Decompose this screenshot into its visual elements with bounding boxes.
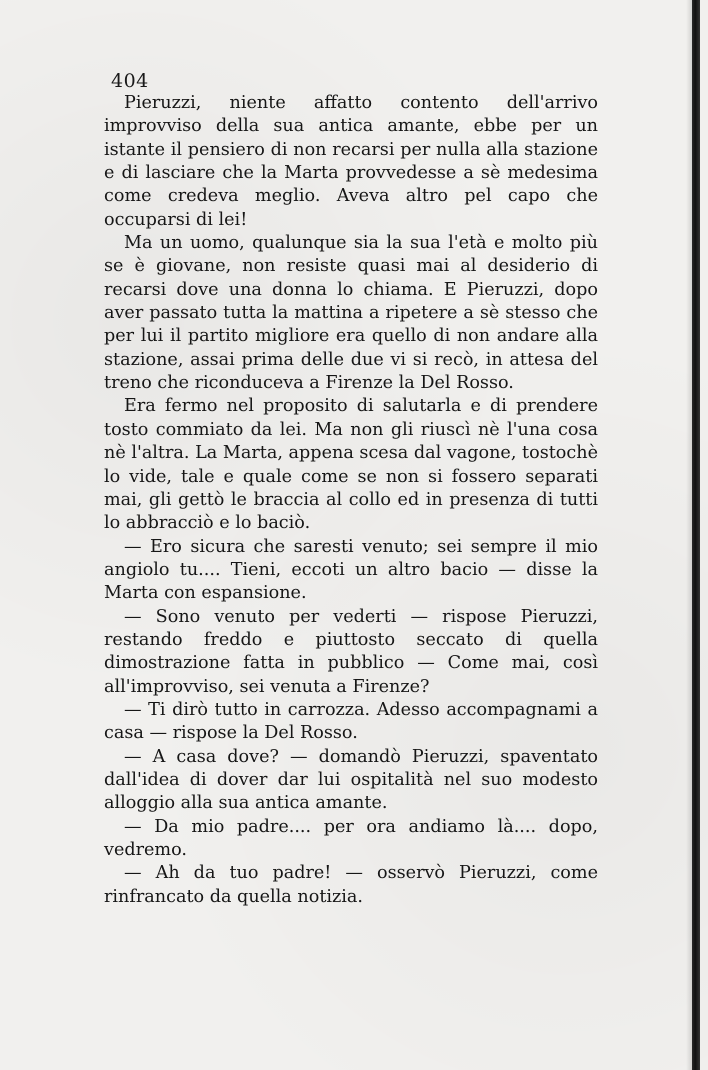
paragraph-6: — Ti dirò tutto in carrozza. Adesso accompagnami a casa — rispose la Del Rosso. — [104, 699, 598, 744]
page-number: 404 — [111, 70, 149, 92]
paragraph-5: — Sono venuto per vederti — rispose Pieruzzi, restando freddo e piuttosto seccato di quella dimostrazione fatta in pubblico — Come mai, così all'improvviso, sei venuta a Firenze? — [104, 606, 598, 697]
paragraph-8: — Da mio padre.... per ora andiamo là.... dopo, vedremo. — [104, 816, 598, 860]
paragraph-4: — Ero sicura che saresti venuto; sei sempre il mio angiolo tu.... Tieni, eccoti un altro bacio — disse la Marta con espansione. — [104, 536, 598, 604]
paragraph-7: — A casa dove? — domandò Pieruzzi, spaventato dall'idea di dover dar lui ospitalità nel suo modesto alloggio alla sua antica amante. — [104, 746, 598, 814]
page-body-text — [104, 92, 598, 909]
paragraph-2: Ma un uomo, qualunque sia la sua l'età e molto più se è giovane, non resiste quasi mai al desiderio di recarsi dove una donna lo chiama. E Pieruzzi, dopo aver passato tutta la mattina a ripetere a sè stesso che per lui il partito migliore era quello di non andare alla stazione, assai prima delle due vi si recò, in attesa del treno che riconduceva a Firenze la Del Rosso. — [104, 233, 598, 394]
paragraph-3: Era fermo nel proposito di salutarla e di prendere tosto commiato da lei. Ma non gli riuscì nè l'una cosa nè l'altra. La Marta, appena scesa dal vagone, tostochè lo vide, tale e quale come se non si fossero separati mai, gli gettò le braccia al collo ed in presenza di tutti lo abbracciò e lo baciò. — [104, 396, 598, 534]
book-spine-edge — [692, 0, 700, 1070]
paragraph-1: Pieruzzi, niente affatto contento dell'arrivo improvviso della sua antica amante, ebbe per un istante il pensiero di non recarsi per nulla alla stazione e di lasciare che la Marta provvedesse a sè medesima come credeva meglio. Aveva altro pel capo che occuparsi di lei! — [104, 93, 598, 230]
paragraph-9: — Ah da tuo padre! — osservò Pieruzzi, come rinfrancato da quella notizia. — [104, 863, 598, 907]
